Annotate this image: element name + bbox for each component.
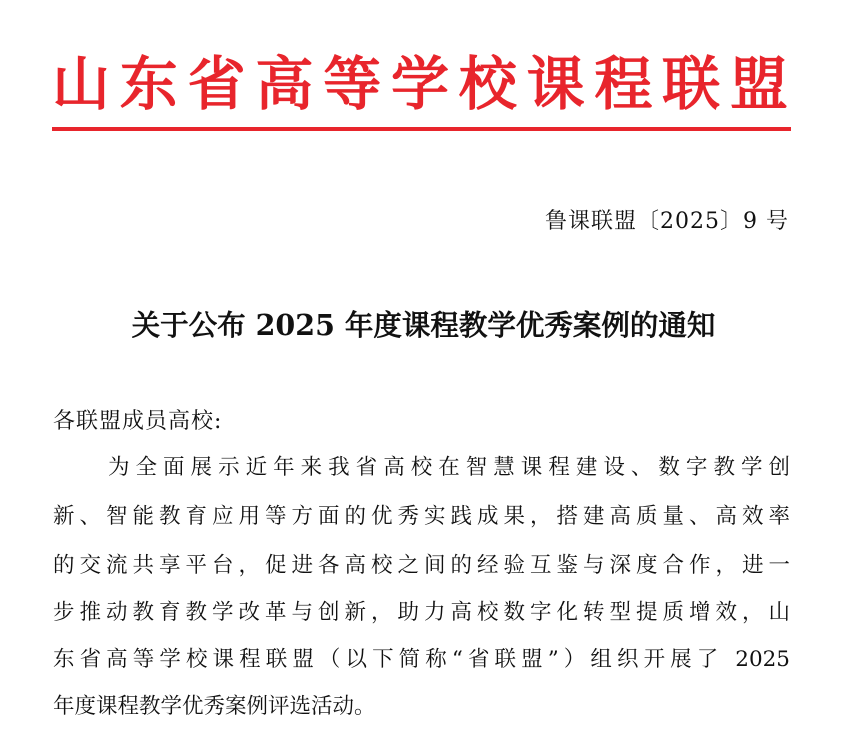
red-divider-line bbox=[52, 127, 791, 131]
paragraph-line: 的交流共享平台，促进各高校之间的经验互鉴与深度合作，进一 bbox=[53, 553, 790, 578]
document-title: 关于公布 2025 年度课程教学优秀案例的通知 bbox=[131, 308, 716, 342]
salutation: 各联盟成员高校: bbox=[53, 409, 223, 434]
paragraph-line: 为全面展示近年来我省高校在智慧课程建设、数字教学创 bbox=[108, 455, 790, 480]
paragraph-line: 年度课程教学优秀案例评选活动。 bbox=[53, 694, 376, 719]
document-number: 鲁课联盟〔2025〕9 号 bbox=[545, 209, 789, 234]
paragraph-line: 新、智能教育应用等方面的优秀实践成果，搭建高质量、高效率 bbox=[53, 504, 790, 529]
paragraph-line: 东省高等学校课程联盟（以下简称“省联盟”）组织开展了 2025 bbox=[53, 647, 790, 672]
organization-header: 山东省高等学校课程联盟 bbox=[52, 50, 792, 118]
paragraph-line: 步推动教育教学改革与创新，助力高校数字化转型提质增效，山 bbox=[53, 600, 790, 625]
